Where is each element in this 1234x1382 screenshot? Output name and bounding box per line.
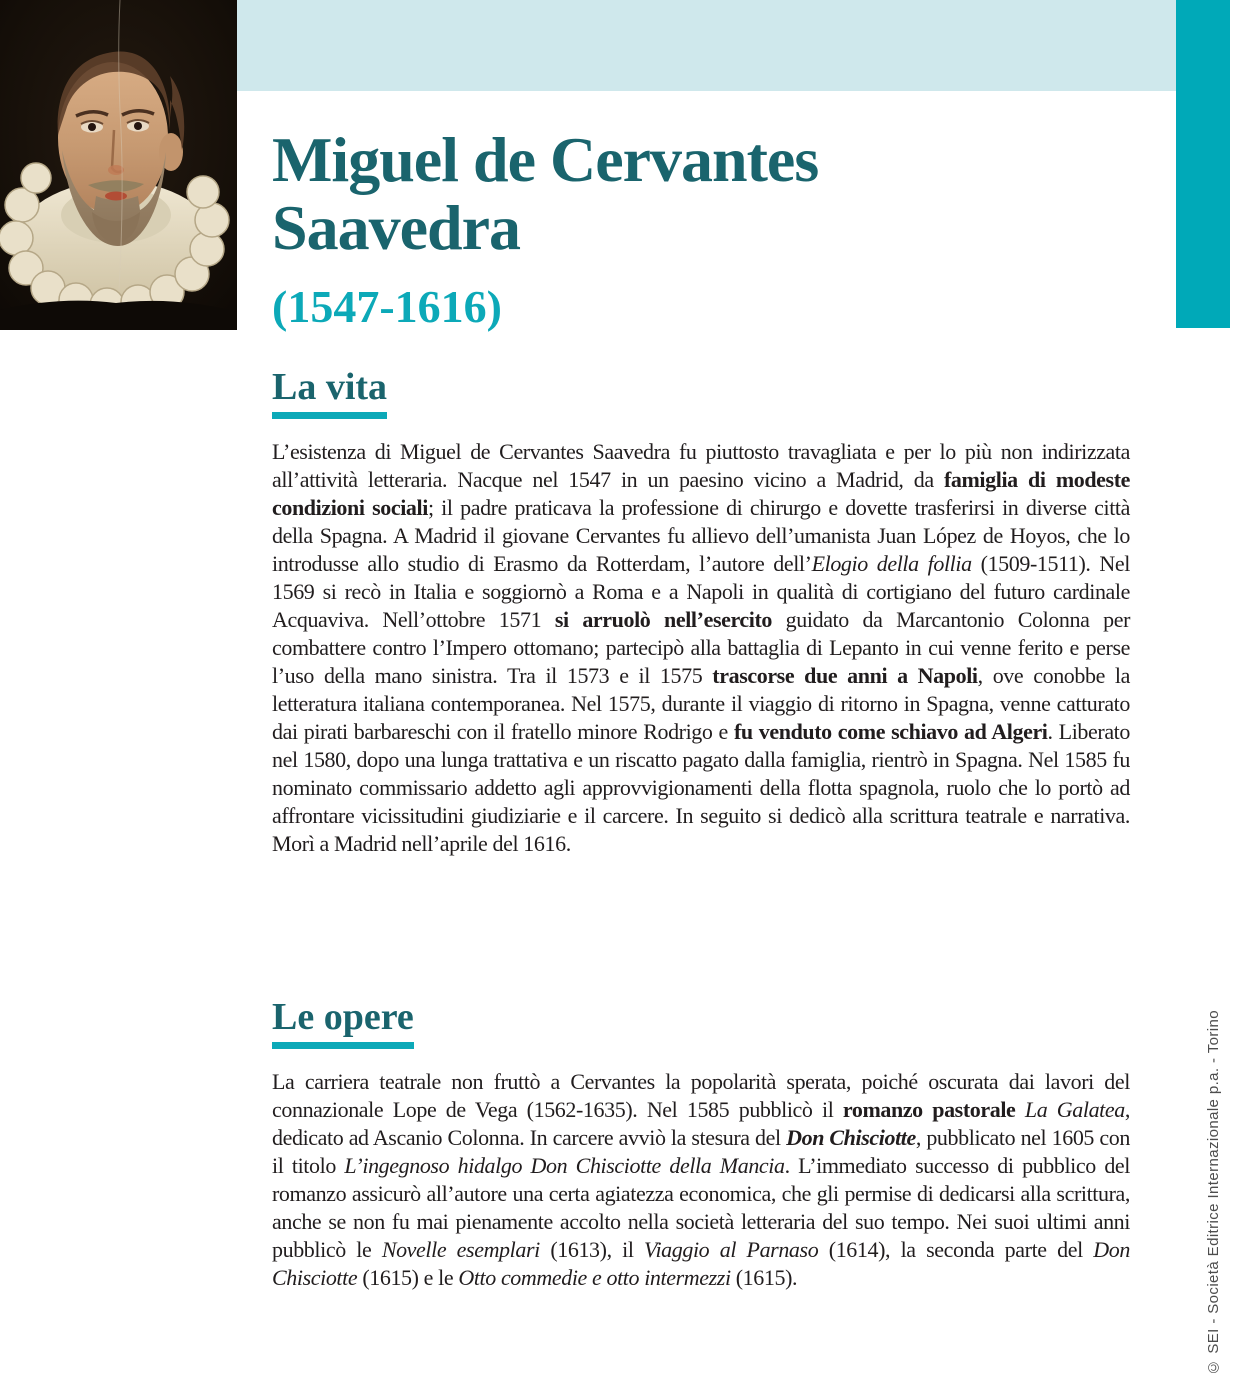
cervantes-portrait	[0, 0, 237, 330]
section-heading-text: La vita	[272, 366, 387, 419]
text-segment: Elogio della follia	[811, 551, 972, 576]
text-segment: Novelle esemplari	[381, 1237, 540, 1262]
text-segment: L’esistenza di Miguel de Cervantes Saavedra fu piuttosto travagliata e per lo più non indirizzata all’attività letteraria. Nacque nel 1547 in un paesino vicino a Madrid, da	[272, 439, 1130, 492]
text-segment: Don Chisciotte	[786, 1125, 916, 1150]
text-segment	[1015, 1097, 1024, 1122]
text-segment: Don Chisciotte	[272, 1237, 1130, 1290]
header-band	[237, 0, 1176, 91]
text-segment: guidato da Marcantonio Colonna per combattere contro l’Impero ottomano; partecipò alla battaglia di Lepanto in cui venne ferito e perse l’uso della mano sinistra. Tra il 1573 e il 1575	[272, 607, 1130, 688]
text-segment: Otto commedie e otto intermezzi	[458, 1265, 731, 1290]
text-segment: trascorse due anni a Napoli	[712, 663, 978, 688]
text-segment: La carriera teatrale non fruttò a Cervantes la popolarità sperata, poiché oscurata dai lavori del connazionale Lope de Vega (1562-1635). Nel 1585 pubblicò il	[272, 1069, 1130, 1122]
page-title: Miguel de Cervantes Saavedra	[272, 124, 819, 263]
text-segment: romanzo pastorale	[842, 1097, 1016, 1122]
text-segment: (1615).	[730, 1265, 798, 1290]
paragraph-la-vita	[272, 438, 1130, 858]
text-segment: (1613), il	[539, 1237, 645, 1262]
section-heading-text: Le opere	[272, 996, 414, 1049]
text-segment: ; il padre praticava la professione di chirurgo e dovette trasferirsi in diverse città della Spagna. A Madrid il giovane Cervantes fu allievo dell’umanista Juan López de Hoyos, che lo introdusse allo studio di Erasmo da Rotterdam, l’autore dell’	[272, 495, 1130, 576]
text-segment: (1614), la seconda parte del	[818, 1237, 1094, 1262]
robe	[0, 301, 237, 330]
publisher-copyright: © SEI - Società Editrice Internazionale p.a. - Torino	[1205, 1010, 1222, 1376]
text-segment: , ove conobbe la letteratura italiana contemporanea. Nel 1575, durante il viaggio di ritorno in Spagna, venne catturato dai pirati barbareschi con il fratello minore Rodrigo e	[272, 663, 1131, 744]
edge-accent-bar	[1176, 0, 1230, 328]
text-segment: Viaggio al Parnaso	[644, 1237, 819, 1262]
text-segment: La Galatea	[1024, 1097, 1125, 1122]
paragraph-le-opere	[272, 1068, 1130, 1292]
text-segment: , dedicato ad Ascanio Colonna. In carcere avviò la stesura del	[272, 1097, 1130, 1150]
text-segment: L’ingegnoso hidalgo Don Chisciotte della Mancia	[344, 1153, 785, 1178]
section-heading-le-opere	[272, 996, 414, 1049]
section-heading-la-vita	[272, 366, 387, 419]
text-segment: (1615) e le	[357, 1265, 459, 1290]
text-segment: si arruolò nell’esercito	[554, 607, 773, 632]
text-segment: famiglia di modeste condizioni sociali	[272, 467, 1130, 520]
lips	[105, 192, 127, 201]
text-segment: fu venduto come schiavo ad Algeri	[733, 719, 1048, 744]
text-segment: (1509-1511). Nel 1569 si recò in Italia e soggiornò a Roma e a Napoli in qualità di cortigiano del futuro cardinale Acquaviva. Nell’ottobre 1571	[272, 551, 1130, 632]
text-segment: . L’immediato successo di pubblico del romanzo assicurò all’autore una certa agiatezza economica, che gli permise di dedicarsi alla scrittura, anche se non fu mai pienamente accolto nella società letteraria del suo tempo. Nei suoi ultimi anni pubblicò le	[272, 1153, 1130, 1262]
text-segment: . Liberato nel 1580, dopo una lunga trattativa e un riscatto pagato dalla famiglia, rientrò in Spagna. Nel 1585 fu nominato commissario addetto agli approvvigionamenti della flotta spagnola, ruolo che lo portò ad affrontare vicissitudini giudiziarie e il carcere. In seguito si dedicò alla scrittura teatrale e narrativa. Morì a Madrid nell’aprile del 1616.	[272, 719, 1130, 856]
ear	[159, 133, 183, 171]
life-dates: (1547-1616)	[272, 281, 502, 332]
text-segment: , pubblicato nel 1605 con il titolo	[272, 1125, 1130, 1178]
